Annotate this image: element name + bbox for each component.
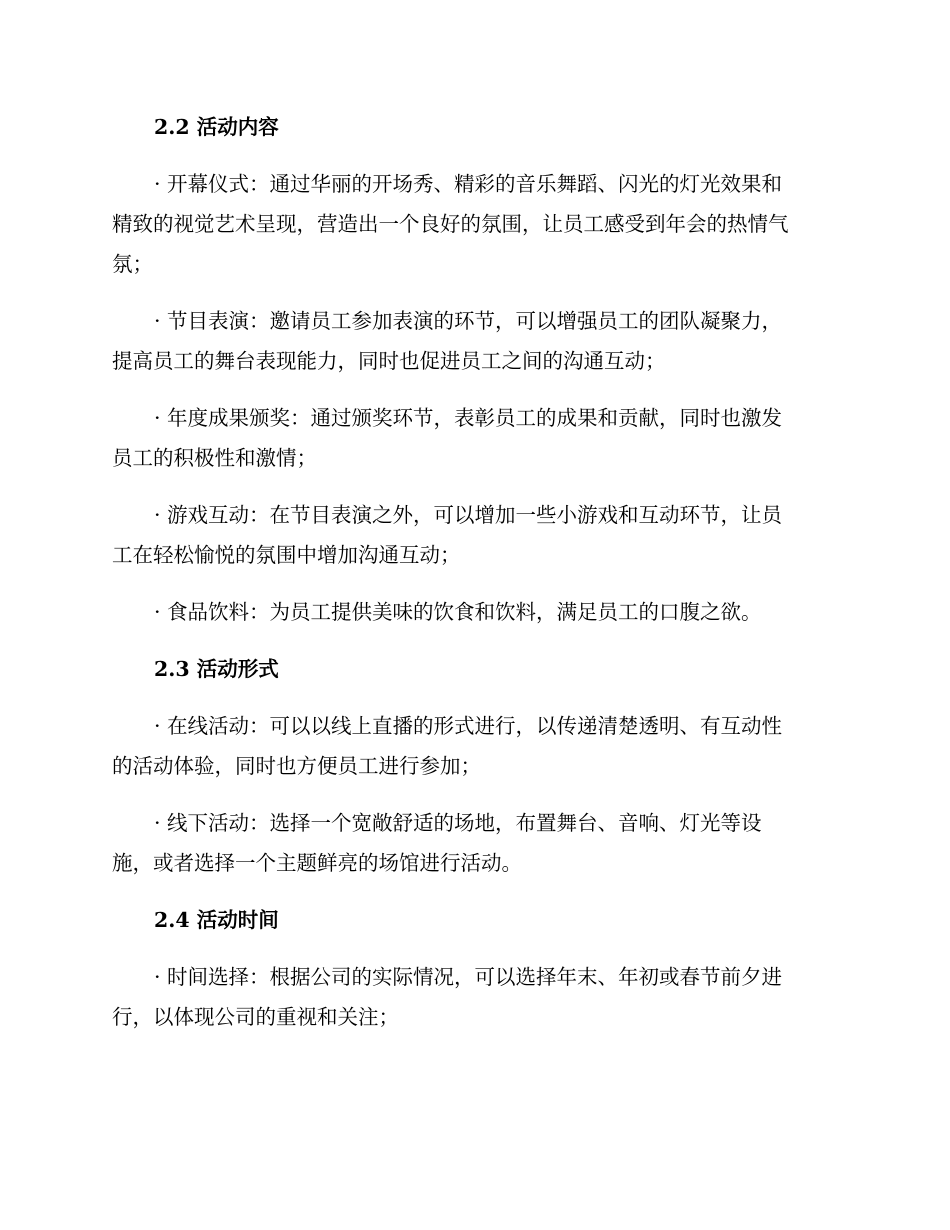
paragraph-line: 氛； xyxy=(112,252,153,276)
paragraph-line: · 食品饮料：为员工提供美味的饮食和饮料，满足员工的口腹之欲。 xyxy=(154,600,762,624)
paragraph xyxy=(112,495,837,575)
paragraph-line: 提高员工的舞台表现能力，同时也促进员工之间的沟通互动； xyxy=(112,349,666,373)
section-heading: 2.2 活动内容 xyxy=(154,115,279,139)
paragraph-line: · 时间选择：根据公司的实际情况，可以选择年末、年初或春节前夕进 xyxy=(154,965,783,989)
paragraph-line: · 节目表演：邀请员工参加表演的环节，可以增强员工的团队凝聚力， xyxy=(154,309,783,333)
paragraph-line: 精致的视觉艺术呈现，营造出一个良好的氛围，让员工感受到年会的热情气 xyxy=(112,212,789,236)
paragraph-line: 行，以体现公司的重视和关注； xyxy=(112,1005,399,1029)
paragraph-line: · 在线活动：可以以线上直播的形式进行，以传递清楚透明、有互动性 xyxy=(154,714,783,738)
paragraph xyxy=(112,164,837,284)
paragraph-line: · 年度成果颁奖：通过颁奖环节，表彰员工的成果和贡献，同时也激发 xyxy=(154,406,783,430)
document-body xyxy=(112,107,837,1037)
paragraph xyxy=(112,706,837,786)
paragraph xyxy=(112,398,837,478)
paragraph xyxy=(112,803,837,883)
paragraph-line: · 线下活动：选择一个宽敞舒适的场地，布置舞台、音响、灯光等设 xyxy=(154,811,762,835)
paragraph-line: 工在轻松愉悦的氛围中增加沟通互动； xyxy=(112,543,461,567)
section-heading: 2.4 活动时间 xyxy=(154,908,279,932)
paragraph xyxy=(112,957,837,1037)
paragraph xyxy=(112,592,837,632)
paragraph-line: 的活动体验，同时也方便员工进行参加； xyxy=(112,754,481,778)
section-heading: 2.3 活动形式 xyxy=(154,657,279,681)
paragraph-line: · 游戏互动：在节目表演之外，可以增加一些小游戏和互动环节，让员 xyxy=(154,503,783,527)
paragraph-line: 员工的积极性和激情； xyxy=(112,446,317,470)
paragraph-line: 施，或者选择一个主题鲜亮的场馆进行活动。 xyxy=(112,851,522,875)
paragraph-line: · 开幕仪式：通过华丽的开场秀、精彩的音乐舞蹈、闪光的灯光效果和 xyxy=(154,172,783,196)
paragraph xyxy=(112,301,837,381)
